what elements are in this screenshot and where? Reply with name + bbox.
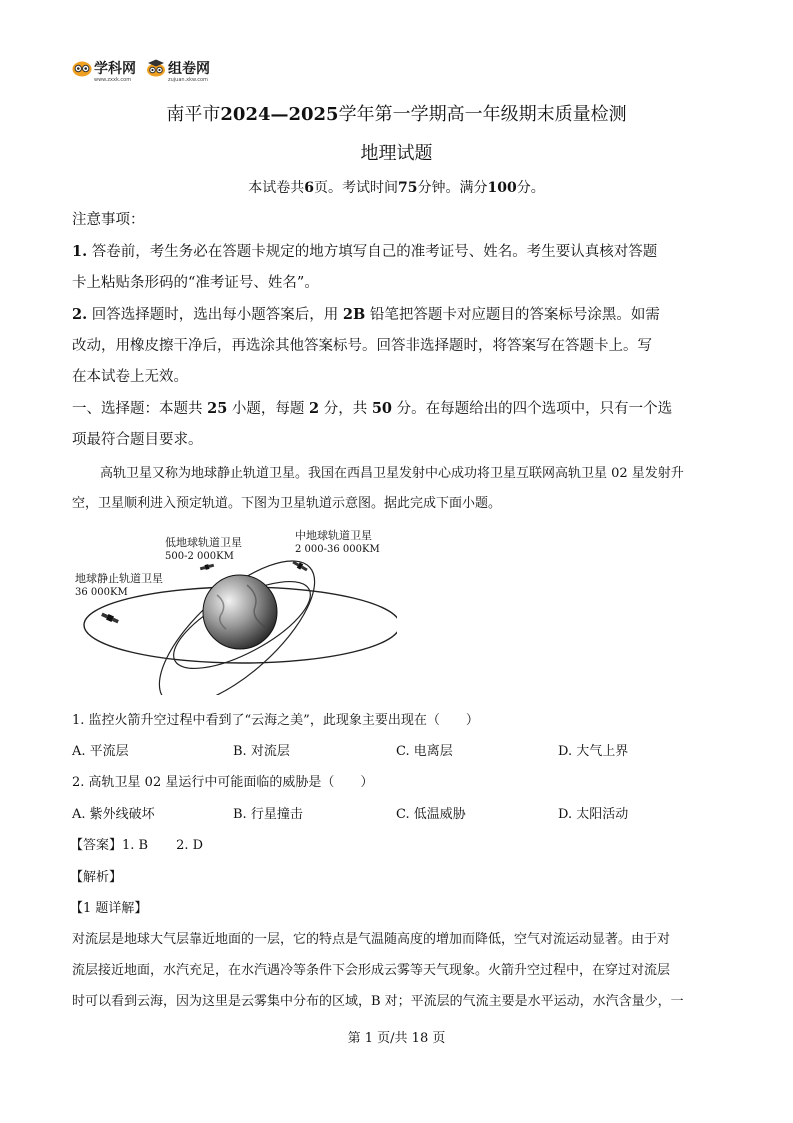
detail-line-1: 对流层是地球大气层靠近地面的一层，它的特点是气温随高度的增加而降低，空气对流运动显著。由于对 [72, 932, 671, 947]
exam-info: 本试卷共6页。考试时间75分钟。满分100分。 [248, 180, 545, 196]
geostationary-range: 36 000KM [75, 587, 128, 598]
notes-heading: 注意事项： [72, 212, 145, 228]
zujuanwang-url: zujuan.xkw.com [168, 77, 208, 83]
graduate-owl-icon [146, 59, 166, 77]
earth-globe [203, 575, 277, 649]
question-2-stem: 2. 高轨卫星 02 星运行中可能面临的威胁是（ ） [72, 775, 374, 790]
question-2-option-a: A. 紫外线破坏 [72, 807, 155, 822]
answer-line: 【答案】1. B 2. D [70, 838, 204, 853]
geostationary-satellite [101, 611, 120, 624]
page-footer: 第 1 页/共 18 页 [347, 1031, 446, 1046]
zujuanwang-logo [146, 58, 210, 83]
detail-label: 【1 题详解】 [70, 901, 148, 916]
satellite-orbit-diagram [72, 525, 397, 695]
note-1-line-2: 卡上粘贴条形码的“准考证号、姓名”。 [72, 275, 319, 291]
question-2-option-b: B. 行星撞击 [233, 807, 303, 822]
question-1-option-b: B. 对流层 [233, 744, 290, 759]
note-2-line-1: 2. 回答选择题时，选出每小题答案后，用 2B 铅笔把答题卡对应题目的答案标号涂黑。如需 [72, 306, 660, 323]
medium-orbit-range: 2 000-36 000KM [295, 544, 380, 555]
analysis-label: 【解析】 [70, 870, 123, 885]
medium-orbit-label: 中地球轨道卫星 [295, 529, 372, 542]
zujuanwang-name: 组卷网 [168, 61, 210, 77]
xuekewang-url: www.zxxk.com [94, 77, 132, 83]
detail-line-3: 时可以看到云海，因为这里是云雾集中分布的区域，B 对；平流层的气流主要是水平运动，水汽含量少，一 [72, 994, 684, 1009]
passage-line-1: 高轨卫星又称为地球静止轨道卫星。我国在西昌卫星发射中心成功将卫星互联网高轨卫星 02 星发射升 [100, 466, 684, 481]
question-1-option-c: C. 电离层 [396, 744, 453, 759]
low-orbit-range: 500-2 000KM [165, 551, 234, 562]
xuekewang-name: 学科网 [94, 61, 136, 77]
note-2-line-2: 改动，用橡皮擦干净后，再选涂其他答案标号。回答非选择题时，将答案写在答题卡上。写 [72, 338, 652, 354]
logo-group [72, 58, 210, 92]
question-1-option-a: A. 平流层 [72, 744, 129, 759]
exam-title: 南平市2024—2025学年第一学期高一年级期末质量检测 [166, 104, 627, 125]
section-heading-line-1: 一、选择题：本题共 25 小题，每题 2 分，共 50 分。在每题给出的四个选项中，只有一个选 [72, 400, 673, 417]
section-heading-line-2: 项最符合题目要求。 [72, 432, 203, 448]
exam-subtitle: 地理试题 [360, 143, 433, 164]
question-2-option-c: C. 低温威胁 [396, 807, 466, 822]
question-1-stem: 1. 监控火箭升空过程中看到了“云海之美”，此现象主要出现在（ ） [72, 713, 479, 728]
note-1-line-1: 1. 答卷前，考生务必在答题卡规定的地方填写自己的准考证号、姓名。考生要认真核对答题 [72, 243, 658, 260]
note-2-line-3: 在本试卷上无效。 [72, 369, 188, 385]
question-1-option-d: D. 大气上界 [558, 744, 629, 759]
xuekewang-logo [72, 58, 136, 83]
low-orbit-label: 低地球轨道卫星 [165, 536, 242, 549]
owl-icon [72, 59, 92, 77]
passage-line-2: 空，卫星顺利进入预定轨道。下图为卫星轨道示意图。据此完成下面小题。 [72, 496, 502, 511]
question-2-option-d: D. 太阳活动 [558, 807, 629, 822]
low-orbit-satellite [200, 563, 215, 571]
detail-line-2: 流层接近地面，水汽充足，在水汽遇冷等条件下会形成云雾等天气现象。火箭升空过程中，在穿过对流层 [72, 963, 671, 978]
geostationary-label: 地球静止轨道卫星 [75, 572, 163, 585]
